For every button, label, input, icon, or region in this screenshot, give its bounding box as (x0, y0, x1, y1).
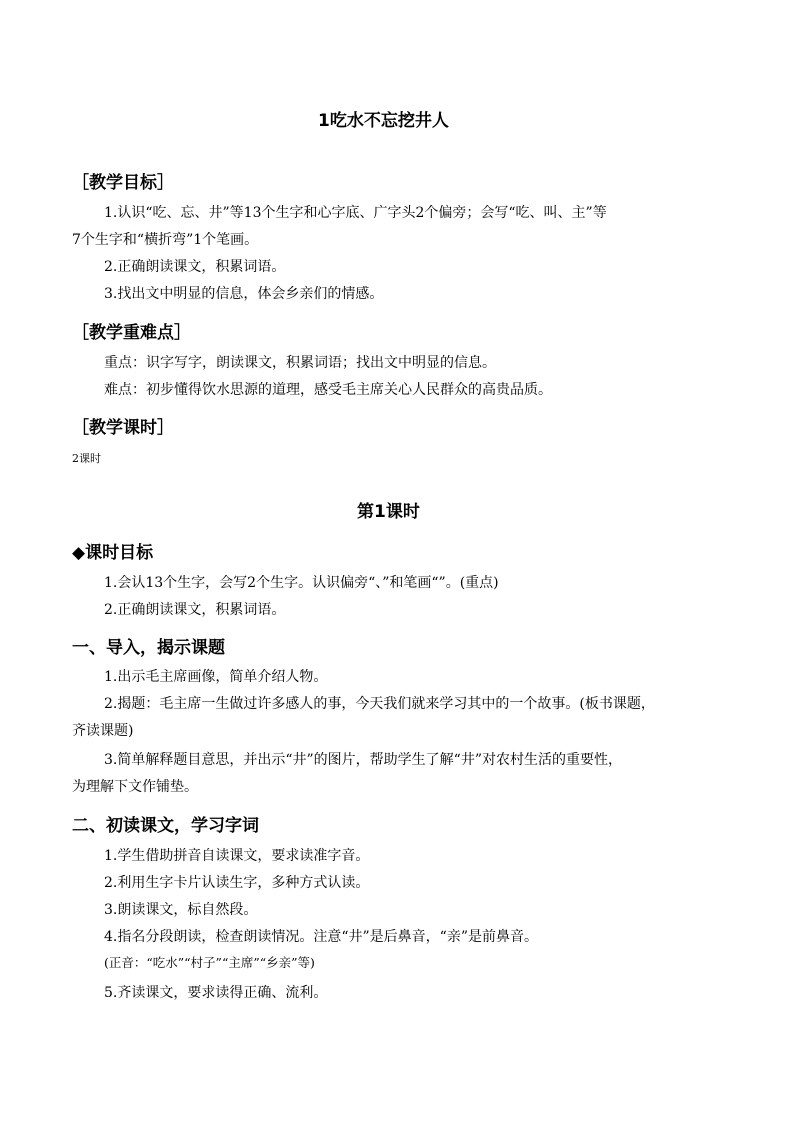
document-title: 1吃水不忘挖井人 (318, 111, 449, 131)
part1-line: 齐读课题) (72, 723, 134, 739)
periods-heading: ［教学课时］ (72, 418, 174, 438)
lesson-goals-line: 1.会认13个生字，会写2个生字。认识偏旁“、”和笔画“”。(重点) (104, 575, 499, 591)
part2-line: 5.齐读课文，要求读得正确、流利。 (104, 985, 328, 1001)
keypoints-line: 难点：初步懂得饮水思源的道理，感受毛主席关心人民群众的高贵品质。 (104, 382, 552, 398)
goals-line: 1.认识“吃、忘、井”等13个生字和心字底、广字头2个偏旁；会写“吃、叫、主”等 (104, 205, 607, 221)
part1-heading: 一、导入，揭示课题 (72, 638, 225, 658)
part1-line: 1.出示毛主席画像，简单介绍人物。 (104, 669, 328, 685)
part2-line: 4.指名分段朗读，检查朗读情况。注意“井”是后鼻音，“亲”是前鼻音。 (104, 929, 538, 945)
goals-line: 2.正确朗读课文，积累词语。 (104, 259, 286, 275)
keypoints-heading: ［教学重难点］ (72, 323, 191, 343)
part2-line: 1.学生借助拼音自读课文，要求读准字音。 (104, 848, 370, 864)
part2-heading: 二、初读课文，学习字词 (72, 816, 259, 836)
lesson-goals-heading: ◆课时目标 (72, 543, 154, 563)
part2-line: 3.朗读课文，标自然段。 (104, 902, 258, 918)
part2-note: (正音：“吃水”“村子”“主席”“乡亲”等) (104, 955, 315, 970)
lesson-title: 第1课时 (357, 502, 420, 522)
part2-line: 2.利用生字卡片认读生字，多种方式认读。 (104, 875, 370, 891)
part1-line: 3.简单解释题目意思，并出示“井”的图片，帮助学生了解“井”对农村生活的重要性， (104, 752, 622, 768)
goals-heading: ［教学目标］ (72, 173, 174, 193)
goals-line: 7个生字和“横折弯”1个笔画。 (72, 232, 259, 248)
part1-line: 2.揭题：毛主席一生做过许多感人的事，今天我们就来学习其中的一个故事。(板书课题， (104, 696, 655, 712)
keypoints-line: 重点：识字写字，朗读课文，积累词语；找出文中明显的信息。 (104, 355, 496, 371)
part1-line: 为理解下文作铺垫。 (72, 779, 198, 795)
periods-value: 2课时 (72, 452, 101, 465)
lesson-goals-line: 2.正确朗读课文，积累词语。 (104, 602, 286, 618)
goals-line: 3.找出文中明显的信息，体会乡亲们的情感。 (104, 286, 384, 302)
